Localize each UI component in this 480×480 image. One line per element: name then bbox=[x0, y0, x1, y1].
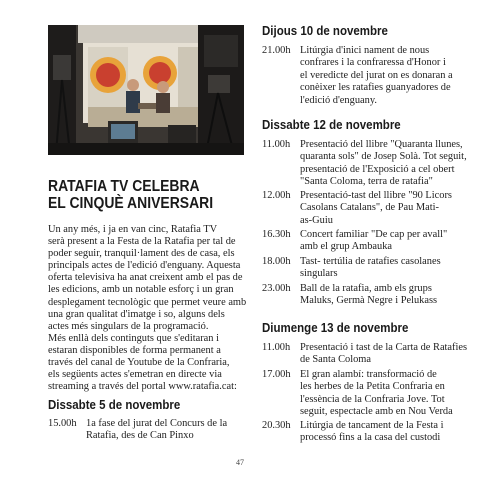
entry-line: singulars bbox=[300, 268, 338, 280]
entry-line: processó fins a la casa del custodi bbox=[300, 432, 441, 444]
intro-line: serà present a la Festa de la Ratafia per tal de bbox=[48, 236, 236, 248]
entry-line: conèixer les ratafies guanyadores de bbox=[300, 82, 451, 94]
entry-line: les herbes de la Petita Confraria en bbox=[300, 381, 445, 393]
intro-line: través del canal de Youtube de la Confraria, bbox=[48, 357, 230, 369]
entry-line: l'edició d'enguany. bbox=[300, 94, 377, 106]
entry-line: seguit, espectacle amb en Nou Verda bbox=[300, 406, 453, 418]
intro-line: Més enllà dels continguts que s'editaran i bbox=[48, 332, 219, 344]
heading-line: RATAFIA TV CELEBRA bbox=[48, 178, 200, 195]
entry-line: as-Guiu bbox=[300, 214, 333, 226]
article-heading bbox=[48, 178, 228, 212]
entry-time: 11.00h bbox=[262, 139, 291, 150]
entry-description bbox=[300, 420, 444, 445]
entry-line: Maluks, Germà Negre i Pelukass bbox=[300, 295, 438, 307]
entry-line: presentació de l'Exposició a cel obert bbox=[300, 163, 455, 175]
entry-time: 11.00h bbox=[262, 342, 291, 353]
entry-description bbox=[300, 256, 441, 281]
entry-time: 16.30h bbox=[262, 229, 291, 240]
entry-description bbox=[300, 369, 453, 419]
entry-line: El gran alambí: transformació de bbox=[300, 369, 437, 380]
page-number: 47 bbox=[236, 458, 244, 467]
entry-description bbox=[300, 229, 447, 254]
entry-time: 15.00h bbox=[48, 418, 77, 429]
entry-line: Presentació del llibre "Quaranta llunes, bbox=[300, 139, 463, 150]
entry-line: Casolans Catalans", de Pau Mati- bbox=[300, 202, 440, 214]
entry-line: amb el grup Ambauka bbox=[300, 241, 393, 253]
entry-line: Ratafia, des de Can Pinxo bbox=[86, 430, 194, 442]
section-title-dijous-10: Dijous 10 de novembre bbox=[262, 24, 388, 38]
entry-line: Presentació-tast del llibre "90 Licors bbox=[300, 190, 452, 201]
entry-description bbox=[300, 283, 437, 308]
intro-line: streaming a través del portal www.ratafia.cat: bbox=[48, 381, 237, 393]
intro-line: els següents actes s'emetran en directe via bbox=[48, 369, 222, 381]
intro-line: les edicions, amb un notable esforç i un gran bbox=[48, 284, 234, 296]
entry-line: Concert familiar "De cap per avall" bbox=[300, 229, 448, 240]
entry-line: Litúrgia d'inici nament de nous bbox=[300, 45, 430, 56]
intro-line: una gran qualitat d'imatge i so, alguns dels bbox=[48, 308, 225, 320]
entry-line: confrares i la confraressa d'Honor i bbox=[300, 57, 446, 69]
entry-time: 12.00h bbox=[262, 190, 291, 201]
entry-time: 18.00h bbox=[262, 256, 291, 267]
intro-line: poder seguir, tranquil·lament des de casa, els bbox=[48, 248, 235, 260]
intro-line: desplegament tecnològic que permet veure amb bbox=[48, 296, 247, 308]
entry-time: 20.30h bbox=[262, 420, 291, 431]
intro-line: actes més singulars de la programació. bbox=[48, 320, 209, 332]
entry-description bbox=[300, 190, 452, 227]
entry-time: 23.00h bbox=[262, 283, 291, 294]
entry-time: 17.00h bbox=[262, 369, 291, 380]
tv-studio-photo bbox=[48, 25, 244, 155]
section-title-dissabte-12: Dissabte 12 de novembre bbox=[262, 118, 401, 132]
entry-description bbox=[300, 139, 467, 189]
intro-line: estaran disponibles de forma permanent a bbox=[48, 344, 221, 356]
entry-line: Ball de la ratafia, amb els grups bbox=[300, 283, 432, 294]
entry-line: Presentació i tast de la Carta de Ratafies bbox=[300, 342, 468, 353]
entry-line: de Santa Coloma bbox=[300, 354, 371, 366]
intro-line: oferta televisiva ha anat creixent amb el pas de bbox=[48, 272, 243, 284]
entry-line: Tast- tertúlia de ratafies casolanes bbox=[300, 256, 441, 267]
heading-line: EL CINQUÈ ANIVERSARI bbox=[48, 195, 214, 212]
entry-line: l'essència de la Confraria Jove. Tot bbox=[300, 393, 445, 405]
entry-description bbox=[300, 45, 453, 107]
entry-description bbox=[300, 342, 467, 367]
entry-line: quaranta sols" de Josep Solà. Tot seguit, bbox=[300, 151, 467, 163]
entry-line: el veredicte del jurat on es donaran a bbox=[300, 69, 453, 81]
article-intro bbox=[48, 224, 253, 393]
entry-time: 21.00h bbox=[262, 45, 291, 56]
entry-description bbox=[86, 418, 227, 443]
intro-line: principals actes de l'edició d'enguany. Aquesta bbox=[48, 260, 241, 272]
intro-line: Un any més, i ja en van cinc, Ratafia TV bbox=[48, 224, 218, 235]
section-title-dissabte-5: Dissabte 5 de novembre bbox=[48, 398, 181, 412]
section-title-diumenge-13: Diumenge 13 de novembre bbox=[262, 321, 409, 335]
entry-line: Litúrgia de tancament de la Festa i bbox=[300, 420, 444, 431]
entry-line: "Santa Coloma, terra de ratafia" bbox=[300, 176, 433, 188]
entry-line: 1a fase del jurat del Concurs de la bbox=[86, 418, 228, 429]
